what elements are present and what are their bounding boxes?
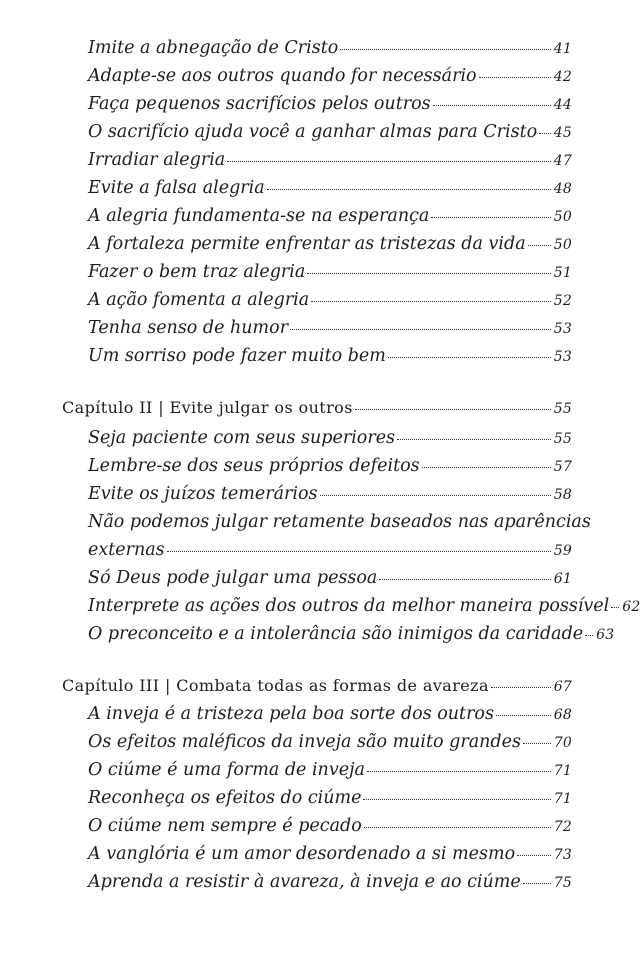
toc-entry-page: 70 bbox=[553, 735, 572, 751]
toc-entry-title: Aprenda a resistir à avareza, à inveja e ao ciúme bbox=[88, 872, 521, 892]
toc-entry-title: Adapte-se aos outros quando for necessário bbox=[88, 66, 477, 86]
toc-entry-title: Seja paciente com seus superiores bbox=[88, 428, 396, 448]
toc-entry-page: 68 bbox=[553, 707, 572, 723]
toc-entry[interactable] bbox=[88, 150, 572, 170]
toc-entry[interactable] bbox=[88, 844, 572, 864]
dot-leader bbox=[367, 771, 551, 772]
toc-entry-title: Faça pequenos sacrifícios pelos outros bbox=[88, 94, 431, 114]
toc-entry[interactable] bbox=[88, 66, 572, 86]
toc-entry[interactable] bbox=[88, 318, 572, 338]
toc-entry[interactable] bbox=[88, 540, 572, 560]
toc-entry[interactable] bbox=[88, 484, 572, 504]
dot-leader bbox=[539, 133, 551, 134]
dot-leader bbox=[431, 217, 550, 218]
toc-entry-page: 71 bbox=[553, 763, 572, 779]
toc-entry-title: Um sorriso pode fazer muito bem bbox=[88, 346, 386, 366]
dot-leader bbox=[496, 715, 551, 716]
toc-entry-title: A inveja é a tristeza pela boa sorte dos outros bbox=[88, 704, 494, 724]
chapter-page: 55 bbox=[553, 401, 572, 417]
dot-leader bbox=[227, 161, 551, 162]
toc-entry[interactable] bbox=[88, 122, 572, 142]
dot-leader bbox=[479, 77, 551, 78]
toc-entry[interactable] bbox=[88, 456, 572, 476]
toc-entry-page: 63 bbox=[596, 627, 615, 643]
toc-entry-page: 62 bbox=[622, 599, 640, 615]
toc-entry-page: 53 bbox=[553, 349, 572, 365]
toc-entry-title: O ciúme é uma forma de inveja bbox=[88, 760, 365, 780]
chapter-title: Capítulo III | Combata todas as formas de avareza bbox=[62, 676, 489, 695]
toc-entry[interactable] bbox=[88, 178, 572, 198]
toc-entry-page: 71 bbox=[553, 791, 572, 807]
chapter-title: Capítulo II | Evite julgar os outros bbox=[62, 398, 353, 417]
dot-leader bbox=[307, 273, 550, 274]
dot-leader bbox=[167, 551, 551, 552]
toc-entry-title: O preconceito e a intolerância são inimigos da caridade bbox=[88, 624, 584, 644]
toc-entry[interactable] bbox=[88, 290, 572, 310]
toc-entry-title: Os efeitos maléficos da inveja são muito grandes bbox=[88, 732, 521, 752]
dot-leader bbox=[433, 105, 551, 106]
chapter-page: 67 bbox=[553, 679, 572, 695]
dot-leader bbox=[340, 49, 550, 50]
toc-entry-page: 72 bbox=[553, 819, 572, 835]
dot-leader bbox=[320, 495, 551, 496]
toc-entry[interactable] bbox=[88, 816, 572, 836]
toc-entry-title: Irradiar alegria bbox=[88, 150, 226, 170]
dot-leader bbox=[388, 357, 551, 358]
chapter-heading[interactable] bbox=[62, 676, 572, 695]
toc-entry-page: 48 bbox=[553, 181, 572, 197]
toc-entry-page: 44 bbox=[553, 97, 572, 113]
toc-entry-title: Fazer o bem traz alegria bbox=[88, 262, 306, 282]
dot-leader bbox=[311, 301, 551, 302]
toc-entry[interactable] bbox=[88, 346, 572, 366]
toc-entry-page: 41 bbox=[553, 41, 572, 57]
toc-entry-title: O ciúme nem sempre é pecado bbox=[88, 816, 362, 836]
toc-entry[interactable] bbox=[88, 732, 572, 752]
toc-entry-page: 45 bbox=[553, 125, 572, 141]
toc-entry-title: Só Deus pode julgar uma pessoa bbox=[88, 568, 378, 588]
toc-entry-title: O sacrifício ajuda você a ganhar almas para Cristo bbox=[88, 122, 538, 142]
toc-entry-title: A alegria fundamenta-se na esperança bbox=[88, 206, 430, 226]
toc-entry-page: 51 bbox=[553, 265, 572, 281]
toc-entry[interactable] bbox=[88, 234, 572, 254]
toc-entry-page: 61 bbox=[553, 571, 572, 587]
toc-entry-title: Imite a abnegação de Cristo bbox=[88, 38, 339, 58]
toc-entry[interactable] bbox=[88, 624, 615, 644]
dot-leader bbox=[290, 329, 551, 330]
toc-entry-title: Reconheça os efeitos do ciúme bbox=[88, 788, 362, 808]
toc-entry-page: 58 bbox=[553, 487, 572, 503]
toc-entry-title: A ação fomenta a alegria bbox=[88, 290, 310, 310]
dot-leader bbox=[528, 245, 551, 246]
dot-leader bbox=[422, 467, 551, 468]
toc-entry-page: 42 bbox=[553, 69, 572, 85]
toc-entry-page: 52 bbox=[553, 293, 572, 309]
toc-entry-page: 57 bbox=[553, 459, 572, 475]
toc-entry-title-line1[interactable]: Não podemos julgar retamente baseados nas aparências bbox=[88, 512, 591, 532]
toc-entry[interactable] bbox=[88, 428, 572, 448]
toc-entry-page: 53 bbox=[553, 321, 572, 337]
toc-entry[interactable] bbox=[88, 206, 572, 226]
toc-entry-page: 50 bbox=[553, 209, 572, 225]
toc-entry-page: 55 bbox=[553, 431, 572, 447]
toc-entry[interactable] bbox=[88, 872, 572, 892]
toc-entry-title: A fortaleza permite enfrentar as tristezas da vida bbox=[88, 234, 526, 254]
dot-leader bbox=[355, 409, 551, 410]
toc-entry-title-line2: externas bbox=[88, 540, 165, 560]
dot-leader bbox=[523, 743, 551, 744]
toc-entry[interactable] bbox=[88, 568, 572, 588]
toc-entry-title: Evite os juízos temerários bbox=[88, 484, 318, 504]
toc-entry-page: 59 bbox=[553, 543, 572, 559]
dot-leader bbox=[585, 635, 593, 636]
dot-leader bbox=[491, 687, 551, 688]
toc-entry-page: 47 bbox=[553, 153, 572, 169]
dot-leader bbox=[517, 855, 551, 856]
toc-entry-page: 50 bbox=[553, 237, 572, 253]
toc-entry-page: 73 bbox=[553, 847, 572, 863]
toc-entry[interactable] bbox=[88, 262, 572, 282]
toc-entry-title: Interprete as ações dos outros da melhor maneira possível bbox=[88, 596, 610, 616]
dot-leader bbox=[364, 827, 551, 828]
toc-entry-page: 75 bbox=[553, 875, 572, 891]
chapter-heading[interactable] bbox=[62, 398, 572, 417]
toc-entry-title: Tenha senso de humor bbox=[88, 318, 289, 338]
dot-leader bbox=[397, 439, 551, 440]
dot-leader bbox=[363, 799, 550, 800]
toc-entry[interactable] bbox=[88, 788, 572, 808]
toc-entry-title: Lembre-se dos seus próprios defeitos bbox=[88, 456, 420, 476]
toc-entry[interactable] bbox=[88, 38, 572, 58]
dot-leader bbox=[611, 607, 619, 608]
toc-entry[interactable] bbox=[88, 760, 572, 780]
toc-entry[interactable] bbox=[88, 704, 572, 724]
dot-leader bbox=[523, 883, 551, 884]
toc-entry[interactable] bbox=[88, 596, 640, 616]
toc-entry[interactable] bbox=[88, 94, 572, 114]
toc-entry-title: Evite a falsa alegria bbox=[88, 178, 265, 198]
dot-leader bbox=[267, 189, 551, 190]
dot-leader bbox=[379, 579, 550, 580]
toc-entry-title: A vanglória é um amor desordenado a si mesmo bbox=[88, 844, 516, 864]
